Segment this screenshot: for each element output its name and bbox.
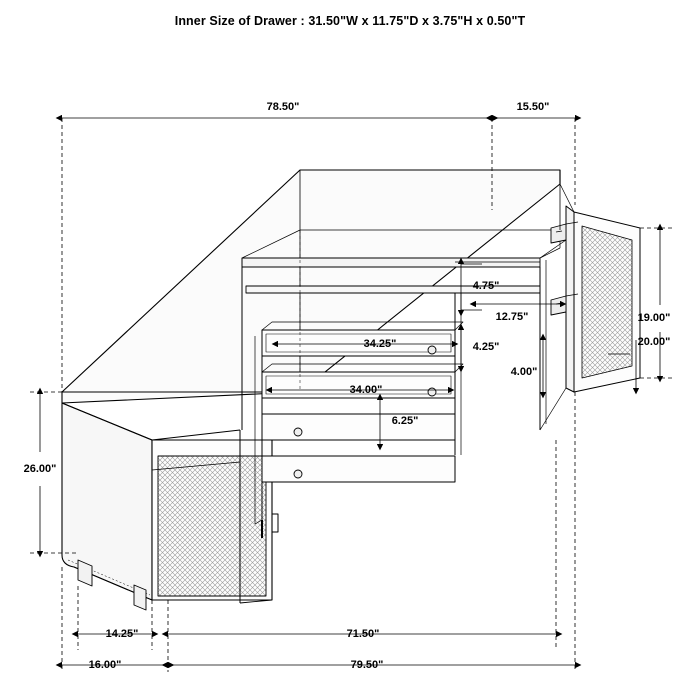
dim-label-shelf-height-upper: 4.75"	[472, 280, 500, 292]
dim-label-door-depth: 12.75"	[495, 311, 529, 323]
dim-label-top-width-main: 78.50"	[266, 101, 300, 113]
dim-label-door-height-outer: 20.00"	[637, 336, 671, 348]
dim-label-overall-height: 26.00"	[23, 463, 57, 475]
dim-label-overall-width: 79.50"	[350, 659, 384, 671]
dim-label-lower-gap: 4.00"	[510, 366, 538, 378]
dim-label-top-width-door: 15.50"	[516, 101, 550, 113]
dim-label-base-inset-left: 14.25"	[105, 628, 139, 640]
dim-label-drawer-height-upper: 4.25"	[472, 341, 500, 353]
dim-label-base-width-inner: 71.50"	[346, 628, 380, 640]
dim-label-drawer-height-lower: 6.25"	[391, 415, 419, 427]
dim-label-door-height-inner: 19.00"	[637, 312, 671, 324]
dim-label-base-depth-left: 16.00"	[88, 659, 122, 671]
dim-label-drawer-width-upper: 34.25"	[363, 338, 397, 350]
dim-label-drawer-width-lower: 34.00"	[349, 384, 383, 396]
page-title: Inner Size of Drawer : 31.50"W x 11.75"D x 3.75"H x 0.50"T	[174, 14, 526, 28]
